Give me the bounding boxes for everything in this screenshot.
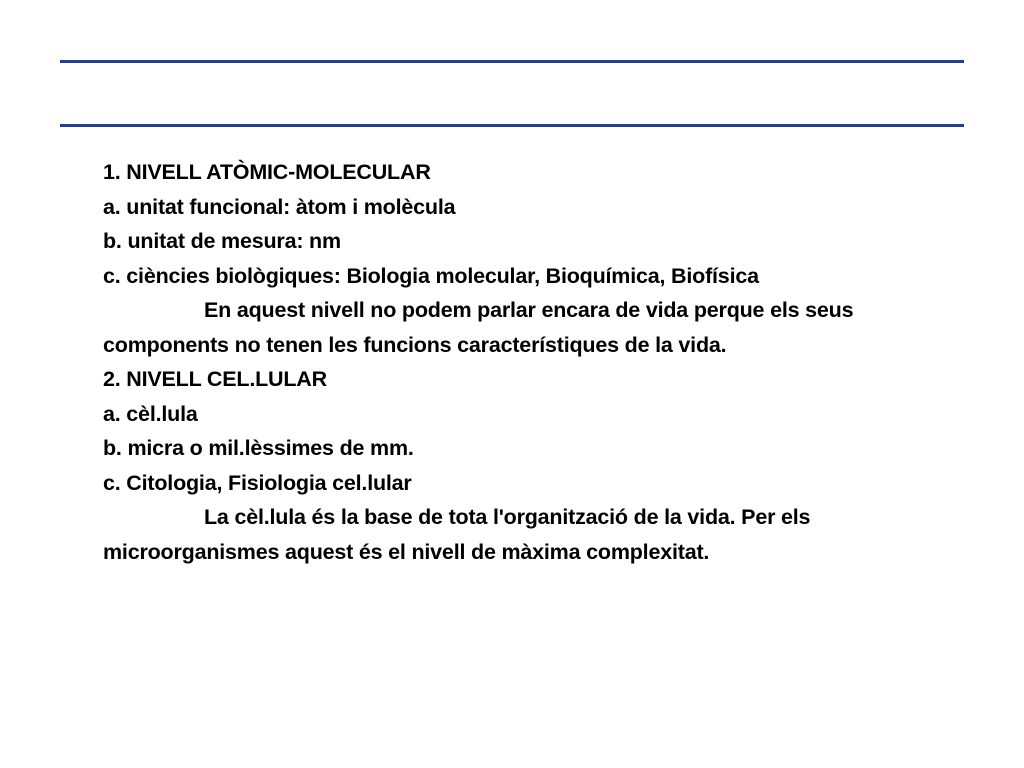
section2-item-c: c. Citologia, Fisiologia cel.lular <box>103 470 412 495</box>
section1-heading: 1. NIVELL ATÒMIC-MOLECULAR <box>103 160 431 184</box>
section1-item-a: a. unitat funcional: àtom i molècula <box>103 194 456 219</box>
section1-paragraph <box>103 293 973 362</box>
top-divider-line <box>60 60 964 63</box>
slide-body <box>103 155 983 569</box>
section1-item-c: c. ciències biològiques: Biologia molecular, Bioquímica, Biofísica <box>103 263 759 288</box>
section2-paragraph <box>103 500 973 569</box>
section2-item-a: a. cèl.lula <box>103 401 198 426</box>
section1-paragraph-text: En aquest nivell no podem parlar encara de vida perque els seus components no tenen les funcions característiques de la vida. <box>103 298 854 357</box>
title-divider-line <box>60 124 964 127</box>
section2-paragraph-text: La cèl.lula és la base de tota l'organització de la vida. Per els microorganismes aquest és el nivell de màxima complexitat. <box>103 505 811 564</box>
section1-item-b: b. unitat de mesura: nm <box>103 229 341 253</box>
section2-heading: 2. NIVELL CEL.LULAR <box>103 367 327 391</box>
section2-item-b: b. micra o mil.lèssimes de mm. <box>103 436 414 460</box>
